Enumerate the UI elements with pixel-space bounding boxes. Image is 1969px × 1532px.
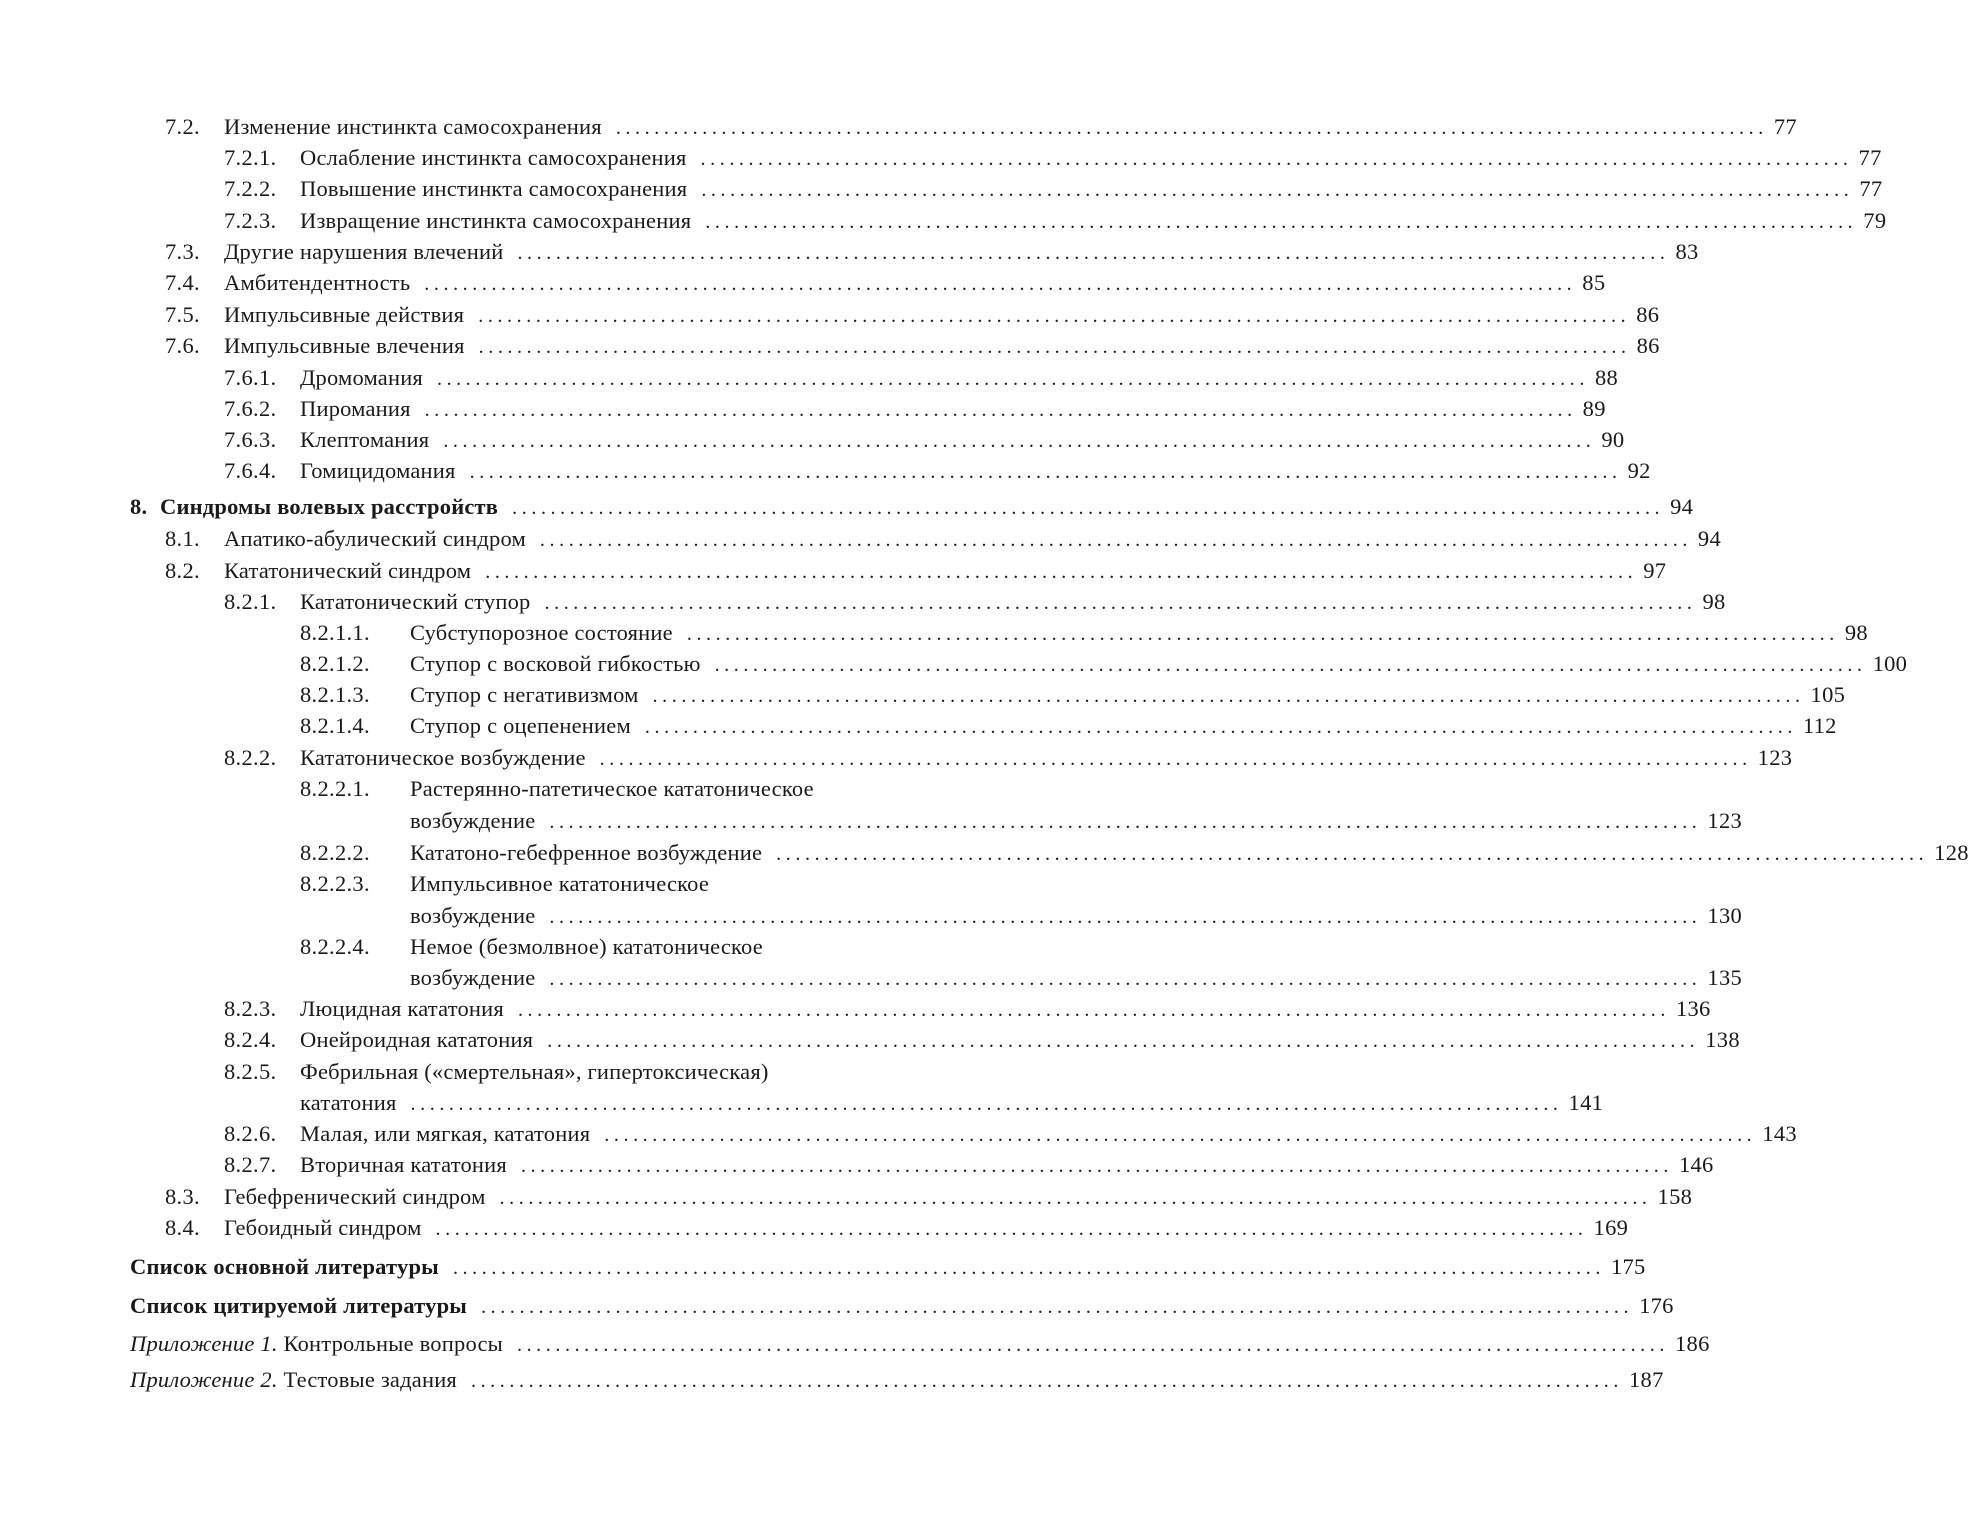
toc-title-text: Гебоидный синдром <box>224 1215 422 1240</box>
toc-number: 8.2.4. <box>224 1027 277 1052</box>
toc-number: 7.4. <box>165 270 200 295</box>
toc-entry <box>165 111 1797 142</box>
toc-page-number: 176 <box>1639 1293 1674 1318</box>
toc-page-number: 141 <box>1568 1090 1604 1115</box>
toc-leader-dots: ........................................................................................................................ <box>424 273 1577 295</box>
toc-page-number: 98 <box>1844 620 1868 645</box>
toc-number: 7.6. <box>165 333 200 358</box>
toc-title-text: Апатико-абулический синдром <box>224 526 526 551</box>
toc-number: 8.2.1.1. <box>300 620 370 645</box>
toc-entry <box>130 1364 1664 1395</box>
toc-entry <box>224 393 1606 424</box>
toc-leader-dots: ........................................................................................................................ <box>700 148 1853 170</box>
toc-number: 7.3. <box>165 239 200 264</box>
toc-page-number: 138 <box>1705 1027 1740 1052</box>
toc-leader-dots: ........................................................................................................................ <box>539 529 1692 551</box>
toc-title <box>410 962 535 993</box>
toc-page-number: 86 <box>1636 302 1660 327</box>
toc-title <box>300 173 687 204</box>
toc-leader-dots: ........................................................................................................................ <box>410 1093 1563 1115</box>
toc-entry <box>224 742 1793 773</box>
toc-leader-dots: ........................................................................................................................ <box>470 1370 1623 1392</box>
toc-title <box>300 1087 397 1118</box>
toc-leader-dots: ........................................................................................................................ <box>604 1124 1757 1146</box>
toc-leader-dots: ........................................................................................................................ <box>705 211 1858 233</box>
toc-number: 8.2.1. <box>224 589 277 614</box>
toc-page-number: 105 <box>1810 682 1846 707</box>
toc-entry-continuation <box>224 1087 1604 1118</box>
toc-page-number: 79 <box>1863 208 1887 233</box>
toc-page-number: 146 <box>1678 1152 1714 1177</box>
toc-leader-dots: ........................................................................................................................ <box>776 843 1929 865</box>
toc-number: 8.2.2.4. <box>300 934 370 959</box>
toc-title <box>300 742 586 773</box>
toc-number: 8.2.6. <box>224 1121 277 1146</box>
toc-leader-dots: ........................................................................................................................ <box>478 336 1631 358</box>
toc-title-text: Клептомания <box>300 427 430 452</box>
toc-title <box>410 617 673 648</box>
toc-title-text: Амбитендентность <box>224 270 411 295</box>
toc-number: 8. <box>130 494 148 519</box>
toc-number: 7.6.2. <box>224 396 277 421</box>
toc-title-text: Кататоническое возбуждение <box>300 745 586 770</box>
toc-entry <box>224 1149 1714 1180</box>
toc-entry <box>224 424 1625 455</box>
toc-page-number: 128 <box>1934 840 1969 865</box>
toc-title-text: Пиромания <box>300 396 411 421</box>
toc-number: 7.6.1. <box>224 365 277 390</box>
toc-number: 8.2.1.3. <box>300 682 370 707</box>
toc-title <box>224 1212 422 1243</box>
toc-number: 7.2.1. <box>224 145 277 170</box>
toc-page-number: 130 <box>1707 903 1743 928</box>
toc-title <box>410 805 535 836</box>
toc-entry <box>224 173 1883 204</box>
toc-title-text: Извращение инстинкта самосохранения <box>300 208 692 233</box>
toc-leader-dots: ........................................................................................................................ <box>517 999 1670 1021</box>
toc-entry <box>165 299 1660 330</box>
toc-title-text: возбуждение <box>410 965 536 990</box>
toc-leader-dots: ........................................................................................................................ <box>701 179 1854 201</box>
toc-title <box>410 837 762 868</box>
toc-leader-dots: ........................................................................................................................ <box>499 1187 1652 1209</box>
toc-page-number: 89 <box>1582 396 1606 421</box>
toc-number: 8.2.1.4. <box>300 713 370 738</box>
toc-page-number: 88 <box>1594 365 1619 390</box>
toc-entry <box>165 523 1722 554</box>
toc-entry <box>130 1251 1646 1282</box>
toc-page-number: 98 <box>1702 589 1726 614</box>
toc-title <box>224 111 602 142</box>
toc-entry <box>224 205 1887 236</box>
toc-title-text: Импульсивное кататоническое <box>410 871 710 896</box>
toc-title-text: Изменение инстинкта самосохранения <box>224 114 602 139</box>
toc-number: 7.6.4. <box>224 458 277 483</box>
toc-title-text: Синдромы волевых расстройств <box>160 494 499 519</box>
toc-number: 8.2.2. <box>224 745 277 770</box>
toc-leader-dots: ........................................................................................................................ <box>644 716 1797 738</box>
toc-number: 8.3. <box>165 1184 200 1209</box>
toc-page-number: 136 <box>1675 996 1711 1021</box>
toc-title-text: Другие нарушения влечений <box>224 239 504 264</box>
toc-entry <box>224 993 1711 1024</box>
toc-page-number: 97 <box>1643 558 1667 583</box>
toc-entry <box>165 1212 1629 1243</box>
toc-leader-dots: ........................................................................................................................ <box>549 906 1702 928</box>
toc-title <box>160 491 498 522</box>
toc-title <box>410 868 709 899</box>
toc-page-number: 77 <box>1858 145 1882 170</box>
toc-entry <box>300 837 1969 868</box>
toc-leader-dots: ........................................................................................................................ <box>599 748 1752 770</box>
toc-entry <box>224 455 1651 486</box>
toc-number: 8.1. <box>165 526 200 551</box>
toc-page-number: 175 <box>1610 1254 1646 1279</box>
toc-title <box>300 1056 769 1087</box>
toc-title <box>300 586 531 617</box>
toc-entry <box>165 267 1606 298</box>
toc-title <box>300 362 423 393</box>
toc-leader-dots: ........................................................................................................................ <box>549 811 1702 833</box>
toc-title-text: Ослабление инстинкта самосохранения <box>300 145 687 170</box>
toc-number: 8.2.7. <box>224 1152 277 1177</box>
toc-page-number: 112 <box>1802 713 1837 738</box>
toc-page-number: 83 <box>1675 239 1699 264</box>
toc-title <box>410 679 639 710</box>
toc-page-number: 100 <box>1872 651 1908 676</box>
toc-title-text: Люцидная кататония <box>300 996 504 1021</box>
toc-leader-dots: ........................................................................................................................ <box>424 399 1577 421</box>
toc-title-text: Ступор с оцепенением <box>410 713 631 738</box>
toc-entry <box>300 710 1837 741</box>
toc-entry <box>224 1118 1797 1149</box>
toc-entry <box>224 1056 975 1087</box>
toc-title-text: Тестовые задания <box>283 1367 457 1392</box>
toc-title-text: Импульсивные влечения <box>224 333 465 358</box>
toc-title <box>224 236 503 267</box>
toc-number: 8.4. <box>165 1215 200 1240</box>
toc-leader-dots: ........................................................................................................................ <box>652 685 1805 707</box>
toc-number: 8.2.5. <box>224 1059 277 1084</box>
toc-entry <box>130 1290 1674 1321</box>
toc-title <box>410 931 763 962</box>
toc-title-text: Кататоно-гебефренное возбуждение <box>410 840 763 865</box>
toc-title <box>130 1364 457 1395</box>
toc-title <box>224 330 465 361</box>
toc-page-number: 77 <box>1859 176 1883 201</box>
toc-leader-dots: ........................................................................................................................ <box>512 497 1665 519</box>
toc-number: 7.2. <box>165 114 200 139</box>
toc-leader-dots: ........................................................................................................................ <box>485 561 1638 583</box>
toc-title <box>300 455 456 486</box>
toc-number: 7.2.3. <box>224 208 277 233</box>
toc-title <box>410 773 814 804</box>
toc-title <box>130 1290 467 1321</box>
toc-leader-dots: ........................................................................................................................ <box>436 368 1589 390</box>
toc-leader-dots: ........................................................................................................................ <box>478 305 1631 327</box>
toc-page-number: 123 <box>1757 745 1793 770</box>
toc-title <box>224 555 471 586</box>
toc-page-number: 158 <box>1657 1184 1693 1209</box>
toc-title <box>410 710 631 741</box>
toc-leader-dots: ........................................................................................................................ <box>435 1218 1588 1240</box>
toc-title-text: Субступорозное состояние <box>410 620 673 645</box>
toc-entry-continuation <box>300 962 1743 993</box>
toc-title <box>224 523 526 554</box>
toc-page-number: 135 <box>1707 965 1743 990</box>
toc-entry-continuation <box>300 805 1743 836</box>
toc-leader-dots: ........................................................................................................................ <box>516 1334 1669 1356</box>
toc-title-text: Немое (безмолвное) кататоническое <box>410 934 763 959</box>
toc-page-number: 94 <box>1697 526 1722 551</box>
toc-page-number: 77 <box>1773 114 1797 139</box>
toc-title-text: Фебрильная («смертельная», гипертоксическая) <box>300 1059 769 1084</box>
toc-leader-dots: ........................................................................................................................ <box>520 1155 1673 1177</box>
toc-page-number: 186 <box>1674 1331 1710 1356</box>
toc-title <box>300 424 429 455</box>
toc-entry <box>300 679 1846 710</box>
toc-page-number: 187 <box>1628 1367 1664 1392</box>
toc-title-text: Гебефренический синдром <box>224 1184 486 1209</box>
toc-title-text: Вторичная кататония <box>300 1152 507 1177</box>
toc-number: 8.2.2.1. <box>300 776 370 801</box>
toc-title-text: Контрольные вопросы <box>283 1331 503 1356</box>
toc-page-number: 143 <box>1762 1121 1797 1146</box>
toc-entry-continuation <box>300 900 1743 931</box>
toc-title-text: Ступор с восковой гибкостью <box>410 651 701 676</box>
toc-entry <box>300 773 975 804</box>
toc-leader-dots: ........................................................................................................................ <box>544 592 1697 614</box>
toc-entry <box>300 617 1868 648</box>
toc-entry <box>165 1181 1693 1212</box>
toc-page-number: 94 <box>1670 494 1694 519</box>
toc-title <box>300 205 691 236</box>
toc-page-number: 86 <box>1636 333 1660 358</box>
toc-title-text: Список основной литературы <box>130 1254 439 1279</box>
toc-leader-dots: ........................................................................................................................ <box>547 1030 1700 1052</box>
toc-leader-dots: ........................................................................................................................ <box>686 623 1839 645</box>
toc-title-text: Дромомания <box>300 365 423 390</box>
toc-title-text: кататония <box>300 1090 397 1115</box>
toc-title-text: Повышение инстинкта самосохранения <box>300 176 688 201</box>
toc-title <box>410 648 701 679</box>
toc-title <box>410 900 535 931</box>
toc-leader-dots: ........................................................................................................................ <box>452 1257 1605 1279</box>
toc-title-text: Онейроидная кататония <box>300 1027 534 1052</box>
toc-number: 8.2.1.2. <box>300 651 370 676</box>
toc-entry <box>130 1328 1710 1359</box>
toc-number: 8.2.2.3. <box>300 871 370 896</box>
toc-leader-dots: ........................................................................................................................ <box>481 1296 1634 1318</box>
toc-entry <box>165 555 1667 586</box>
toc-entry <box>165 330 1660 361</box>
toc-number: 7.6.3. <box>224 427 277 452</box>
toc-title-text: Список цитируемой литературы <box>130 1293 468 1318</box>
toc-page-number: 169 <box>1593 1215 1629 1240</box>
toc-leader-dots: ........................................................................................................................ <box>443 430 1596 452</box>
toc-title-text: возбуждение <box>410 903 536 928</box>
toc-title-text: Малая, или мягкая, кататония <box>300 1121 591 1146</box>
toc-title <box>300 1149 507 1180</box>
toc-title-text: Импульсивные действия <box>224 302 465 327</box>
toc-entry <box>224 142 1882 173</box>
toc-title <box>300 1024 533 1055</box>
toc-title <box>224 267 410 298</box>
toc-appendix-label: Приложение 1. <box>130 1331 278 1356</box>
toc-title <box>224 299 464 330</box>
toc-number: 8.2.2.2. <box>300 840 370 865</box>
toc-entry <box>300 868 975 899</box>
toc-title <box>300 1118 590 1149</box>
toc-number: 8.2.3. <box>224 996 277 1021</box>
toc-entry <box>224 586 1726 617</box>
toc-title <box>300 393 411 424</box>
toc-page-number: 90 <box>1601 427 1625 452</box>
toc-title <box>130 1328 503 1359</box>
toc-appendix-label: Приложение 2. <box>130 1367 278 1392</box>
toc-title <box>224 1181 486 1212</box>
toc-title <box>300 993 504 1024</box>
toc-entry <box>165 236 1699 267</box>
toc-title-text: Растерянно-патетическое кататоническое <box>410 776 814 801</box>
toc-title-text: Кататонический ступор <box>300 589 531 614</box>
toc-leader-dots: ........................................................................................................................ <box>615 117 1768 139</box>
toc-entry <box>224 1024 1740 1055</box>
toc-title <box>300 142 687 173</box>
toc-title-text: Ступор с негативизмом <box>410 682 639 707</box>
toc-leader-dots: ........................................................................................................................ <box>517 242 1670 264</box>
toc-number: 8.2. <box>165 558 200 583</box>
toc-title <box>130 1251 439 1282</box>
toc-page-number: 85 <box>1582 270 1606 295</box>
toc-number: 7.2.2. <box>224 176 277 201</box>
toc-entry <box>130 491 1694 522</box>
toc-entry <box>300 648 1908 679</box>
toc-leader-dots: ........................................................................................................................ <box>549 968 1702 990</box>
toc-leader-dots: ........................................................................................................................ <box>714 654 1867 676</box>
toc-entry <box>224 362 1619 393</box>
toc-entry <box>300 931 975 962</box>
toc-title-text: возбуждение <box>410 808 536 833</box>
toc-page-number: 92 <box>1627 458 1651 483</box>
toc-leader-dots: ........................................................................................................................ <box>469 461 1622 483</box>
toc-title-text: Гомицидомания <box>300 458 456 483</box>
toc-number: 7.5. <box>165 302 200 327</box>
toc-title-text: Кататонический синдром <box>224 558 472 583</box>
toc-page-number: 123 <box>1707 808 1743 833</box>
